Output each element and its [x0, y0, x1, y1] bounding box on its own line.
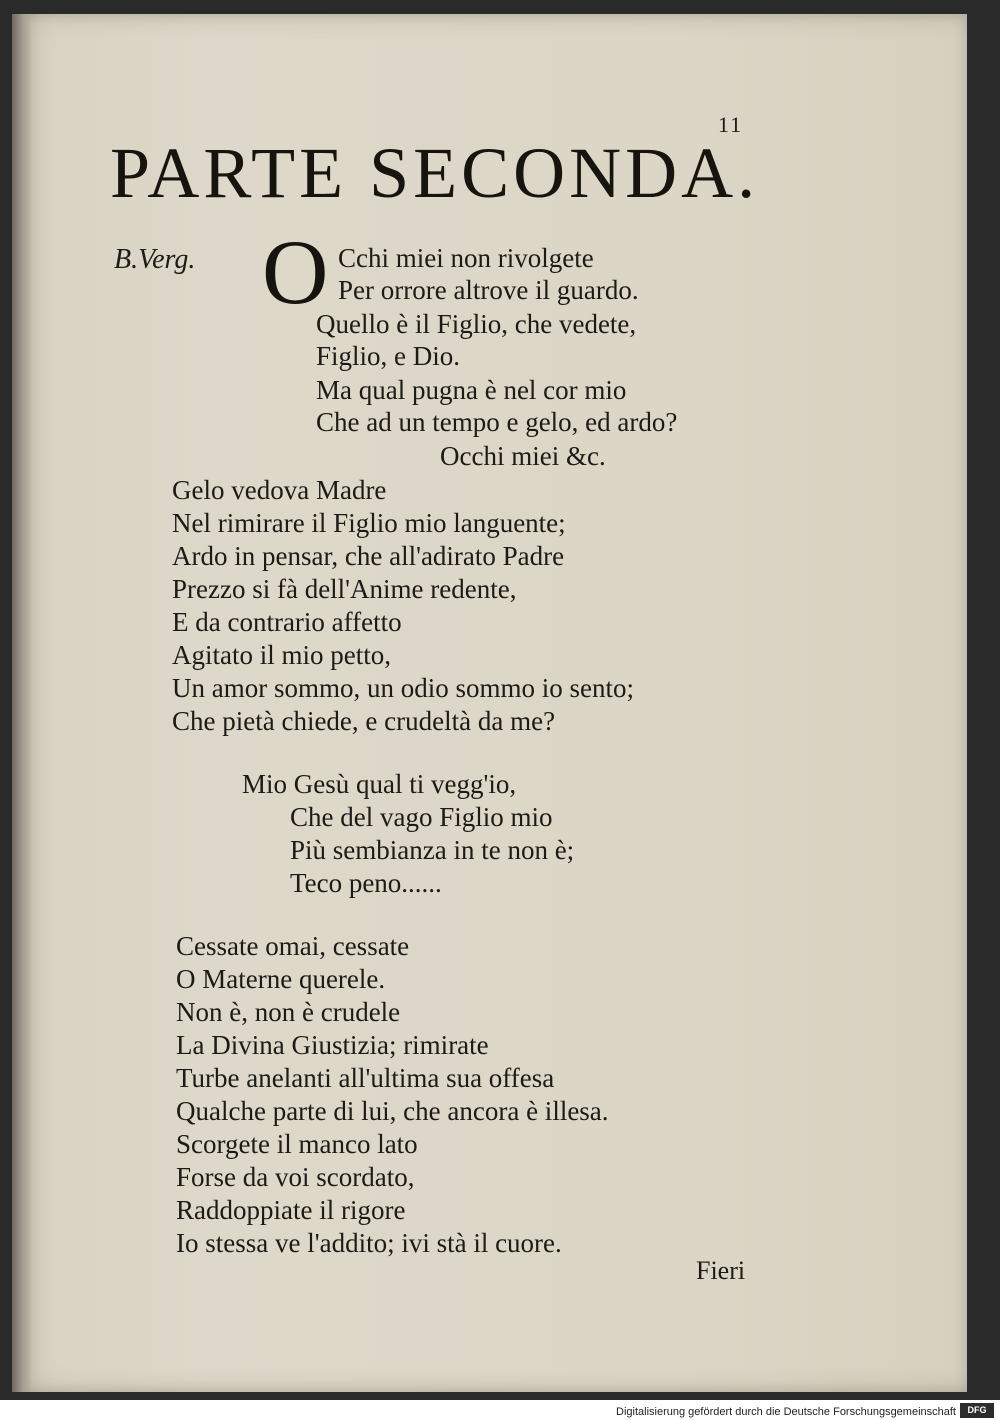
verse-line: Io stessa ve l'addito; ivi stà il cuore.: [176, 1228, 562, 1258]
verse-line: E da contrario affetto: [172, 607, 402, 637]
verse-line: Quello è il Figlio, che vedete,: [316, 309, 637, 339]
verse-line: Cchi miei non rivolgete: [338, 243, 594, 273]
verse-line: Più sembianza in te non è;: [290, 835, 575, 865]
footer-bar: [0, 1400, 1000, 1420]
verse-line: Raddoppiate il rigore: [176, 1195, 406, 1225]
drop-capital: O: [262, 221, 329, 323]
verse-line: Figlio, e Dio.: [316, 341, 461, 371]
verse-line: Turbe anelanti all'ultima sua offesa: [176, 1063, 555, 1093]
verse-line: Forse da voi scordato,: [176, 1162, 415, 1192]
verse-line: Che pietà chiede, e crudeltà da me?: [172, 706, 556, 736]
verse-line: Che ad un tempo e gelo, ed ardo?: [316, 407, 678, 437]
catchword: Fieri: [696, 1256, 746, 1285]
verse-line: Ardo in pensar, che all'adirato Padre: [172, 541, 565, 571]
verse-line: Qualche parte di lui, che ancora è illesa.: [176, 1096, 609, 1126]
footer-credit: Digitalisierung gefördert durch die Deutsche Forschungsgemeinschaft: [616, 1406, 956, 1418]
verse-line: Un amor sommo, un odio sommo io sento;: [172, 673, 634, 703]
verse-line: Non è, non è crudele: [176, 997, 401, 1027]
page-title: PARTE SECONDA.: [110, 133, 760, 213]
verse-line: Prezzo si fà dell'Anime redente,: [172, 574, 517, 604]
verse-line: Gelo vedova Madre: [172, 475, 387, 505]
verse-line: Cessate omai, cessate: [176, 931, 410, 961]
speaker-label: B.Verg.: [114, 244, 196, 275]
verse-line: Agitato il mio petto,: [172, 640, 391, 670]
verse-line: Che del vago Figlio mio: [290, 802, 553, 832]
verse-line: Occhi miei &c.: [440, 441, 606, 471]
page-number: 11: [718, 112, 744, 137]
verse-line: Nel rimirare il Figlio mio languente;: [172, 508, 566, 538]
verse-line: Scorgete il manco lato: [176, 1129, 418, 1159]
verse-line: Mio Gesù qual ti vegg'io,: [242, 769, 517, 799]
verse-line: Teco peno......: [290, 868, 442, 898]
page-gutter: [12, 14, 32, 1392]
verse-line: O Materne querele.: [176, 964, 386, 994]
verse-line: Ma qual pugna è nel cor mio: [316, 375, 627, 405]
verse-line: La Divina Giustizia; rimirate: [176, 1030, 489, 1060]
dfg-logo-icon: DFG: [960, 1403, 994, 1418]
verse-line: Per orrore altrove il guardo.: [338, 275, 639, 305]
